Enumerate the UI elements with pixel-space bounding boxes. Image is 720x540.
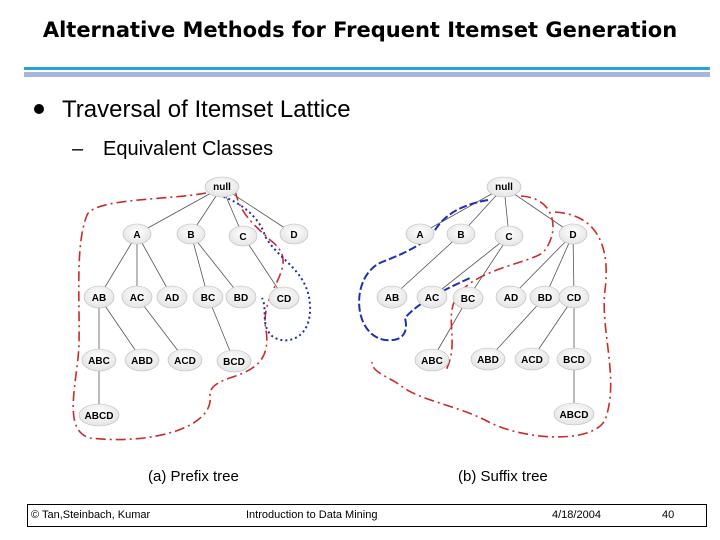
prefix-node-abd [125, 349, 159, 371]
prefix-node-a [123, 224, 151, 244]
prefix-node-bd [226, 286, 256, 308]
svg-text:BCD: BCD [223, 357, 245, 368]
svg-text:BC: BC [460, 294, 476, 305]
svg-text:BC: BC [200, 293, 216, 304]
prefix-node-d [280, 224, 308, 244]
suffix-node-cd [559, 286, 589, 308]
svg-text:B: B [457, 230, 465, 241]
svg-text:AB: AB [91, 293, 107, 304]
suffix-node-abcd [554, 403, 594, 425]
suffix-node-d [559, 224, 587, 244]
svg-text:AB: AB [384, 293, 400, 304]
svg-text:ACD: ACD [174, 356, 196, 367]
suffix-node-ac [417, 286, 447, 308]
suffix-node-bc [453, 287, 483, 309]
svg-text:CD: CD [276, 294, 292, 305]
svg-text:null: null [495, 182, 513, 193]
prefix-blue-class-outline [214, 194, 310, 340]
svg-text:ABCD: ABCD [84, 411, 114, 422]
suffix-tree-nodes [377, 177, 594, 425]
svg-text:A: A [416, 230, 424, 241]
prefix-node-c [229, 226, 257, 246]
prefix-node-ad [157, 286, 187, 308]
suffix-red-inner-outline [445, 196, 553, 372]
prefix-node-ab [84, 286, 114, 308]
prefix-tree-caption: (a) Prefix tree [148, 468, 239, 485]
suffix-node-abc [415, 349, 449, 371]
suffix-node-c [495, 226, 523, 246]
prefix-node-bc [193, 286, 223, 308]
svg-text:ACD: ACD [521, 355, 543, 366]
prefix-red-class-outline [73, 190, 283, 440]
prefix-tree-nodes [79, 177, 308, 426]
footer-course: Introduction to Data Mining [246, 509, 378, 521]
bullet-text: Traversal of Itemset Lattice [62, 96, 351, 123]
svg-text:ABD: ABD [477, 355, 499, 366]
svg-text:AC: AC [424, 293, 440, 304]
suffix-node-ab [377, 286, 407, 308]
svg-text:AD: AD [164, 293, 180, 304]
prefix-node-bcd [217, 350, 251, 372]
svg-text:BD: BD [537, 293, 553, 304]
sub-bullet-dash: – [72, 138, 84, 160]
svg-text:AD: AD [503, 293, 519, 304]
svg-text:ABC: ABC [88, 356, 110, 367]
svg-text:D: D [569, 230, 577, 241]
svg-text:C: C [239, 232, 247, 243]
svg-text:null: null [213, 182, 231, 193]
svg-text:BD: BD [233, 293, 249, 304]
svg-text:BCD: BCD [563, 355, 585, 366]
prefix-node-cd [269, 287, 299, 309]
prefix-node-ac [122, 286, 152, 308]
footer-authors: © Tan,Steinbach, Kumar [31, 509, 151, 521]
sub-bullet-text: Equivalent Classes [103, 138, 274, 160]
suffix-tree [359, 177, 611, 485]
suffix-node-null [487, 177, 521, 197]
svg-text:ABCD: ABCD [559, 410, 589, 421]
prefix-node-null [205, 177, 239, 197]
suffix-node-abd [471, 348, 505, 370]
svg-text:B: B [187, 230, 195, 241]
svg-text:A: A [133, 230, 141, 241]
suffix-blue-class-outline [359, 200, 488, 340]
suffix-node-acd [515, 348, 549, 370]
prefix-tree [73, 177, 310, 485]
slide-title: Alternative Methods for Frequent Itemset Generation [42, 18, 678, 42]
suffix-node-a [406, 224, 434, 244]
suffix-node-bd [530, 286, 560, 308]
svg-text:AC: AC [129, 293, 145, 304]
suffix-node-bcd [557, 348, 591, 370]
svg-text:C: C [505, 232, 513, 243]
suffix-node-ad [496, 286, 526, 308]
footer-date: 4/18/2004 [552, 509, 601, 521]
svg-text:CD: CD [566, 293, 582, 304]
svg-text:D: D [290, 230, 298, 241]
footer-page-number: 40 [662, 509, 675, 521]
suffix-tree-caption: (b) Suffix tree [458, 468, 548, 485]
svg-text:ABC: ABC [421, 356, 443, 367]
svg-text:ABD: ABD [131, 356, 153, 367]
prefix-node-abcd [79, 404, 119, 426]
suffix-node-b [447, 224, 475, 244]
prefix-node-acd [168, 349, 202, 371]
prefix-node-b [177, 224, 205, 244]
prefix-node-abc [82, 349, 116, 371]
